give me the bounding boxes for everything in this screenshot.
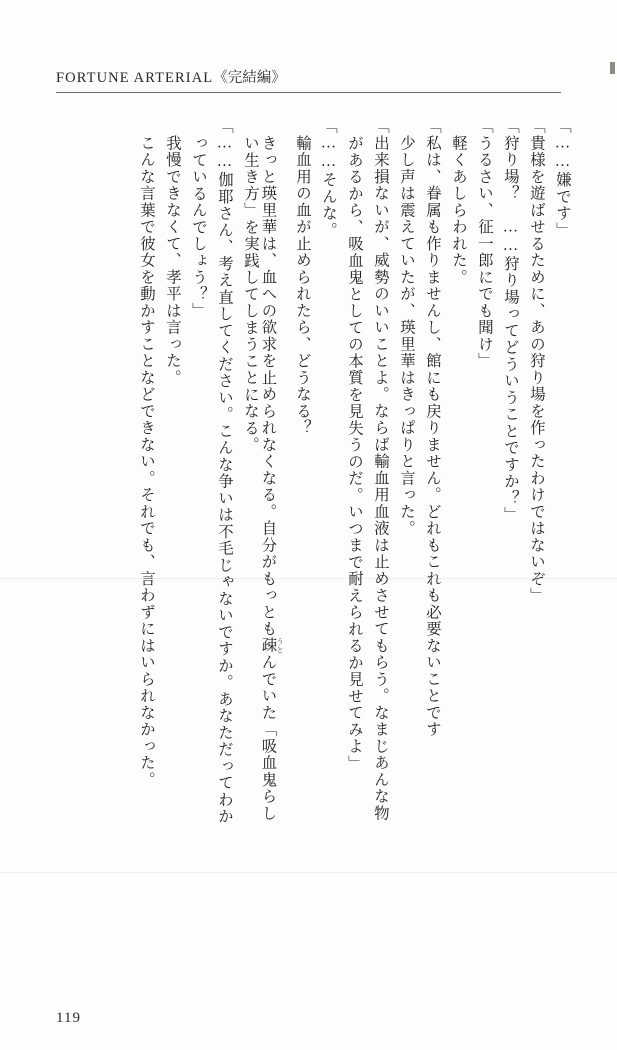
- text-column: 「……伽耶さん、考え直してください。こんな争いは不毛じゃないですか。あなただってわか: [216, 118, 233, 825]
- text-column: 「狩り場？ ……狩り場ってどういうことですか？」: [502, 118, 519, 524]
- text-column: 「……嫌です」: [554, 118, 571, 239]
- text-column: 我慢できなくて、孝平は言った。: [164, 118, 181, 386]
- text-column-with-ruby: きっと瑛里華は、血への欲求を止められなくなる。自分がもっとも疎 うとんでいた「吸血鬼らし: [259, 118, 284, 822]
- text-column: 「うるさい、征一郎にでも聞け」: [476, 118, 493, 370]
- running-header-title-jp: 《完結編》: [213, 70, 286, 86]
- running-header: [56, 66, 286, 87]
- text-column: 少し声は震えていたが、瑛里華はきっぱりと言った。: [398, 118, 415, 537]
- ruby-base: 疎 うと: [259, 637, 284, 654]
- text-column: 「貴様を遊ばせるために、あの狩り場を作ったわけではないぞ」: [528, 118, 545, 604]
- text-column: 軽くあしらわれた。: [450, 118, 467, 286]
- running-header-title-en: FORTUNE ARTERIAL: [56, 70, 214, 86]
- text-column: っているんでしょう？」: [190, 135, 207, 320]
- text-column: があるから、吸血鬼としての本質を見失うのだ。いつまで耐えられるか見せてみよ」: [346, 135, 363, 772]
- header-divider: [56, 92, 561, 93]
- text-column: こんな言葉で彼女を動かすことなどできない。それでも、言わずにはいられなかった。: [138, 118, 155, 788]
- page-edge-mark: [610, 62, 615, 74]
- text-column: 「……そんな。: [320, 118, 337, 239]
- page-number: 119: [56, 1010, 81, 1026]
- text-column: 「出来損ないが、威勢のいいことよ。ならば輸血用血液は止めさせてもらう。なまじあんな物: [372, 118, 389, 822]
- text-column: 輸血用の血が止められたら、どうなる？: [294, 118, 311, 437]
- ruby-text: うと: [276, 637, 284, 654]
- text-column: 「私は、眷属も作りませんし、館にも戻りません。どれもこれも必要ないことです: [424, 118, 441, 738]
- text-column: い生き方」を実践してしまうことになる。: [242, 135, 259, 454]
- vertical-text-body: [40, 118, 570, 908]
